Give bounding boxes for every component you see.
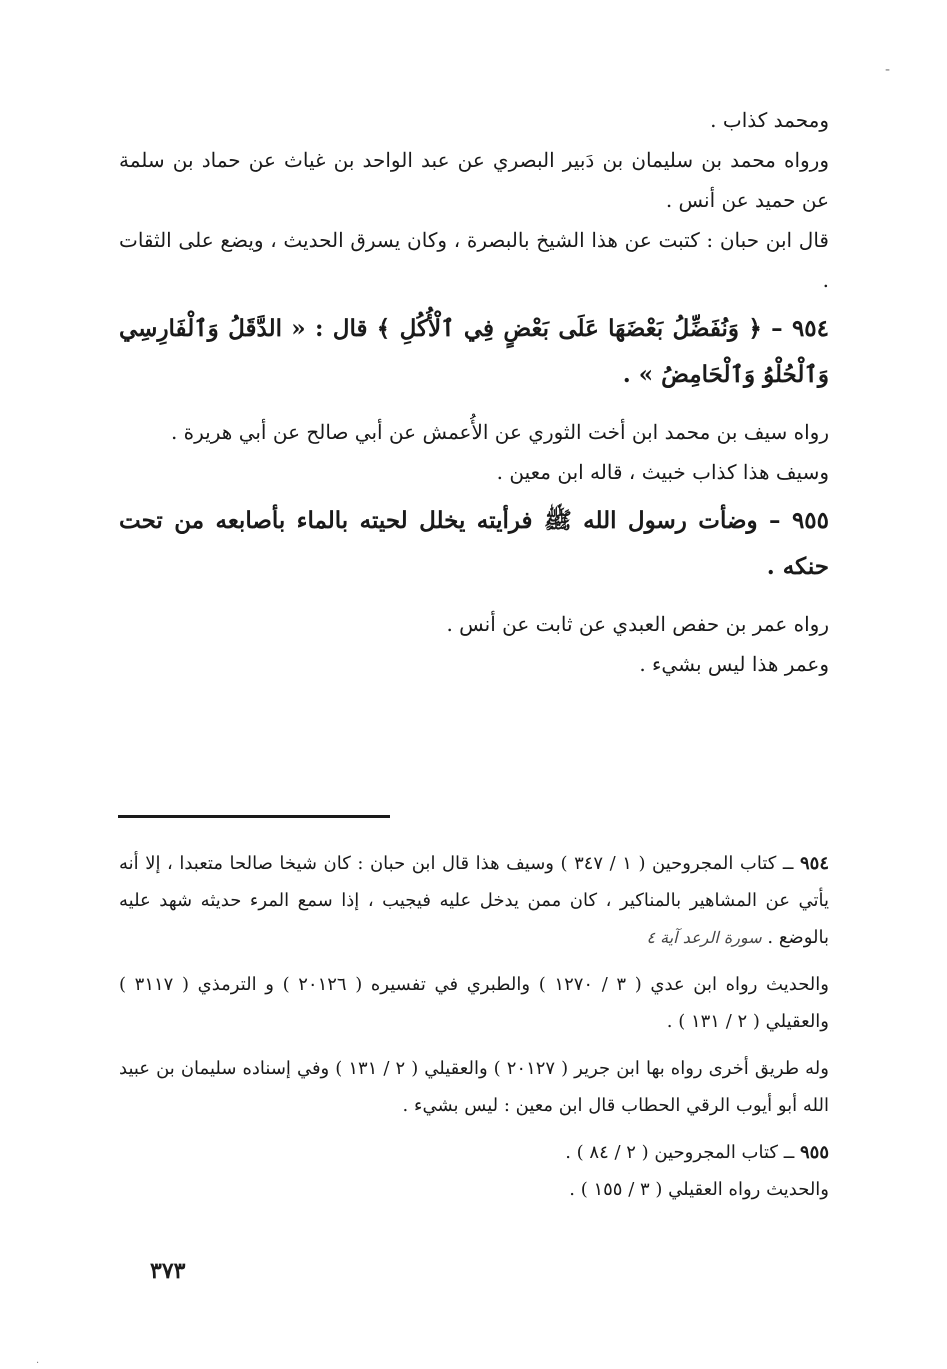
footnote-954-paragraph-2 (119, 966, 829, 1040)
footnote-954-sources: والحديث رواه ابن عدي ( ٣ / ١٢٧٠ ) والطبري في تفسيره ( ٢٠١٢٦ ) و الترمذي ( ٣١١٧ ) والعقيلي ( ٢ / ١٣١ ) . (119, 974, 829, 1032)
footnotes (119, 845, 829, 1218)
corner-dot-mark: · (36, 1358, 40, 1369)
page-number: ٣٧٣ (150, 1258, 186, 1284)
footnote-955-sources: والحديث رواه العقيلي ( ٣ / ١٥٥ ) . (569, 1179, 829, 1200)
entry-955-heading-text: وضأت رسول الله ﷺ فرأيته يخلل لحيته بالماء بأصابعه من تحت حنكه . (119, 507, 829, 580)
intro-line: ومحمد كذاب . (710, 108, 829, 132)
entry-955-paragraph-1: رواه عمر بن حفص العبدي عن ثابت عن أنس . (446, 612, 829, 636)
footnote-954-body: ــ كتاب المجروحين ( ١ / ٣٤٧ ) وسيف هذا قال ابن حبان : كان شيخا صالحا متعبدا ، إلا أنه يأتي عن المشاهير بالمناكير ، كان ممن يدخل عليه فيجيب ، إذا سمع المرء حديثه شهد عليه بالوضع . (119, 853, 829, 948)
entry-955-dash: – (757, 507, 781, 534)
margin-tick-mark: - (885, 62, 891, 78)
footnote-954-text (119, 845, 829, 956)
footnote-955 (119, 1134, 829, 1208)
entry-955-body (119, 604, 829, 684)
footnote-separator (118, 815, 390, 818)
entry-954-dash: – (761, 315, 783, 342)
entry-953-body (119, 140, 829, 300)
entry-954-heading-text: ﴿ وَنُفَضِّلُ بَعْضَهَا عَلَى بَعْضٍ فِي ٱلْأُكُلِ ﴾ قال : « الدَّقَلُ وَٱلْفَارِسِي وَٱلْحُلْوُ وَٱلْحَامِضُ » . (119, 315, 829, 388)
entry-955-paragraph-2: وعمر هذا ليس بشيء . (639, 652, 829, 676)
main-text (119, 100, 829, 690)
entry-954-heading (119, 306, 829, 398)
footnote-955-body: ــ كتاب المجروحين ( ٢ / ٨٤ ) . (565, 1142, 795, 1163)
footnote-954 (119, 845, 829, 956)
entry-955-heading (119, 498, 829, 590)
footnote-954-number: ٩٥٤ (799, 853, 829, 874)
entry-954-paragraph-1: رواه سيف بن محمد ابن أخت الثوري عن الأُعمش عن أبي صالح عن أبي هريرة . (170, 420, 829, 444)
entry-953-paragraph-2: قال ابن حبان : كتبت عن هذا الشيخ بالبصرة ، وكان يسرق الحديث ، ويضع على الثقات . (119, 228, 829, 292)
entry-954-paragraph-2: وسيف هذا كذاب خبيث ، قاله ابن معين . (496, 460, 829, 484)
entry-954-number: ٩٥٤ (791, 315, 829, 342)
handwritten-note: سورة الرعد آية ٤ (646, 928, 762, 947)
footnote-954-paragraph-3 (119, 1050, 829, 1124)
footnote-954-other-route: وله طريق أخرى رواه بها ابن جرير ( ٢٠١٢٧ ) والعقيلي ( ٢ / ١٣١ ) وفي إسناده سليمان بن عبيد الله أبو أيوب الرقي الحطاب قال ابن معين : ليس بشيء . (119, 1058, 829, 1116)
entry-954-body (119, 412, 829, 492)
entry-955-number: ٩٥٥ (791, 507, 829, 534)
entry-953-paragraph-1: ورواه محمد بن سليمان بن دَبير البصري عن عبد الواحد بن غياث عن حماد بن سلمة عن حميد عن أنس . (119, 148, 829, 212)
footnote-955-text (189, 1134, 829, 1171)
footnote-955-number: ٩٥٥ (799, 1142, 829, 1163)
